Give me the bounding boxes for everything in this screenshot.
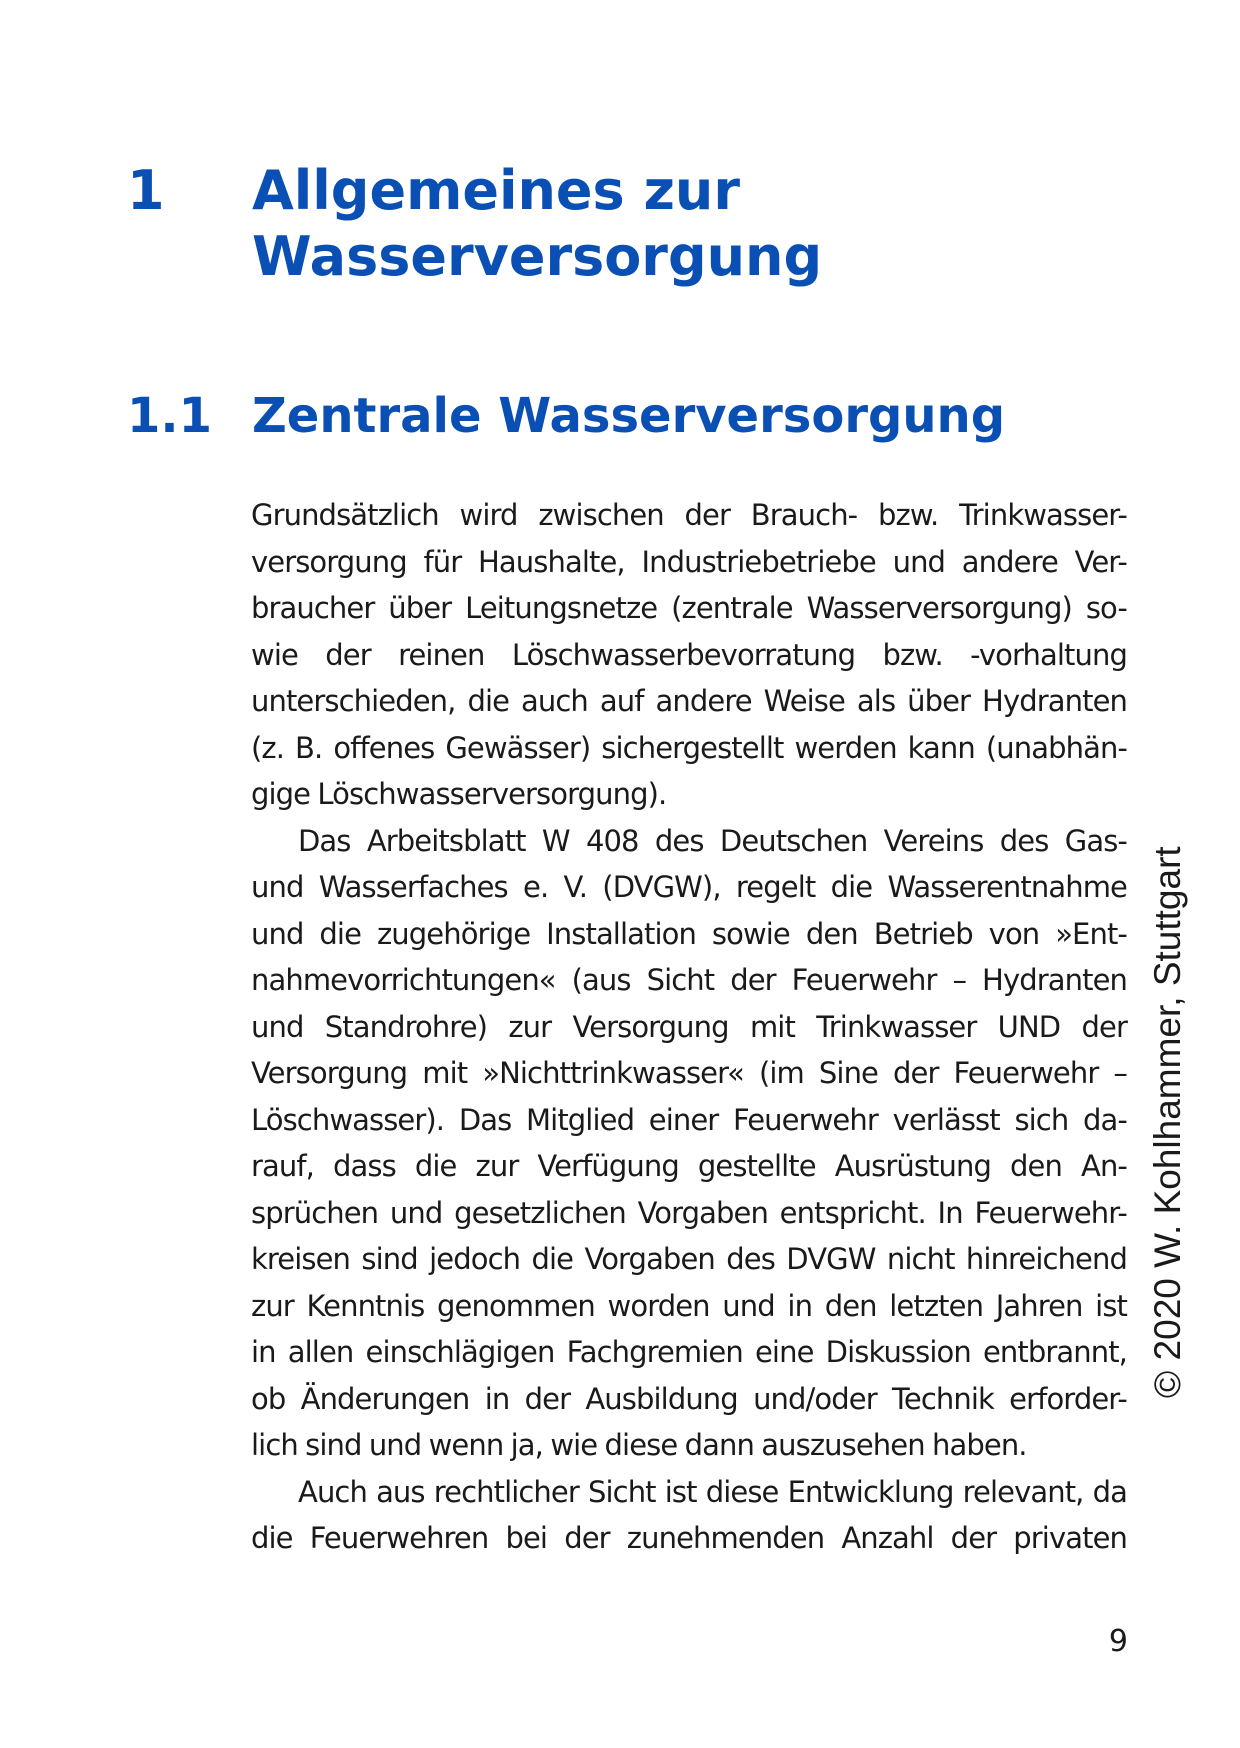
copyright-notice: © 2020 W. Kohlhammer, Stuttgart <box>1147 846 1188 1398</box>
text-line: und Standrohre) zur Versorgung mit Trinkwasser UND der <box>251 1009 1127 1044</box>
text-line: Versorgung mit »Nichttrinkwasser« (im Sine der Feuerwehr – <box>251 1056 1127 1090</box>
chapter-number: 1 <box>127 159 165 222</box>
text-line: wie der reinen Löschwasserbevorratung bzw. -vorhaltung <box>251 637 1127 672</box>
text-line: lich sind und wenn ja, wie diese dann auszusehen haben. <box>251 1428 1027 1462</box>
text-line: rauf, dass die zur Verfügung gestellte Ausrüstung den An- <box>251 1149 1127 1183</box>
text-line: in allen einschlägigen Fachgremien eine Diskussion entbrannt, <box>251 1335 1127 1369</box>
text-line: und die zugehörige Installation sowie den Betrieb von »Ent- <box>251 916 1127 951</box>
text-line: Löschwasser). Das Mitglied einer Feuerwehr verlässt sich da- <box>251 1102 1127 1137</box>
text-line: (z. B. offenes Gewässer) sichergestellt werden kann (unabhän- <box>251 730 1127 765</box>
text-line: unterschieden, die auch auf andere Weise als über Hydranten <box>251 684 1127 718</box>
page-number: 9 <box>1108 1624 1128 1659</box>
body-text <box>251 492 1127 1562</box>
chapter-title-line-1: Allgemeines zur <box>252 159 741 222</box>
text-line: und Wasserfaches e. V. (DVGW), regelt die Wasserentnahme <box>251 870 1127 904</box>
text-line: gige Löschwasserversorgung). <box>251 777 667 811</box>
text-line: Auch aus rechtlicher Sicht ist diese Entwicklung relevant, da <box>298 1474 1127 1509</box>
text-line: braucher über Leitungsnetze (zentrale Wasserversorgung) so- <box>251 591 1127 625</box>
text-line: die Feuerwehren bei der zunehmenden Anzahl der privaten <box>251 1521 1127 1555</box>
text-line: ob Änderungen in der Ausbildung und/oder Technik erforder- <box>251 1381 1127 1416</box>
section-number: 1.1 <box>127 388 213 444</box>
chapter-title <box>252 158 1012 290</box>
text-line: sprüchen und gesetzlichen Vorgaben entspricht. In Feuerwehr- <box>251 1195 1127 1230</box>
text-line: kreisen sind jedoch die Vorgaben des DVGW nicht hinreichend <box>251 1242 1127 1276</box>
text-line: Grundsätzlich wird zwischen der Brauch- bzw. Trinkwasser- <box>251 498 1127 532</box>
text-line: versorgung für Haushalte, Industriebetriebe und andere Ver- <box>251 544 1127 579</box>
chapter-title-line-2: Wasserversorgung <box>252 225 823 288</box>
text-line: nahmevorrichtungen« (aus Sicht der Feuerwehr – Hydranten <box>251 963 1127 997</box>
text-line: zur Kenntnis genommen worden und in den letzten Jahren ist <box>251 1288 1127 1323</box>
text-line: Das Arbeitsblatt W 408 des Deutschen Vereins des Gas- <box>298 823 1127 858</box>
section-title: Zentrale Wasserversorgung <box>252 388 1006 444</box>
